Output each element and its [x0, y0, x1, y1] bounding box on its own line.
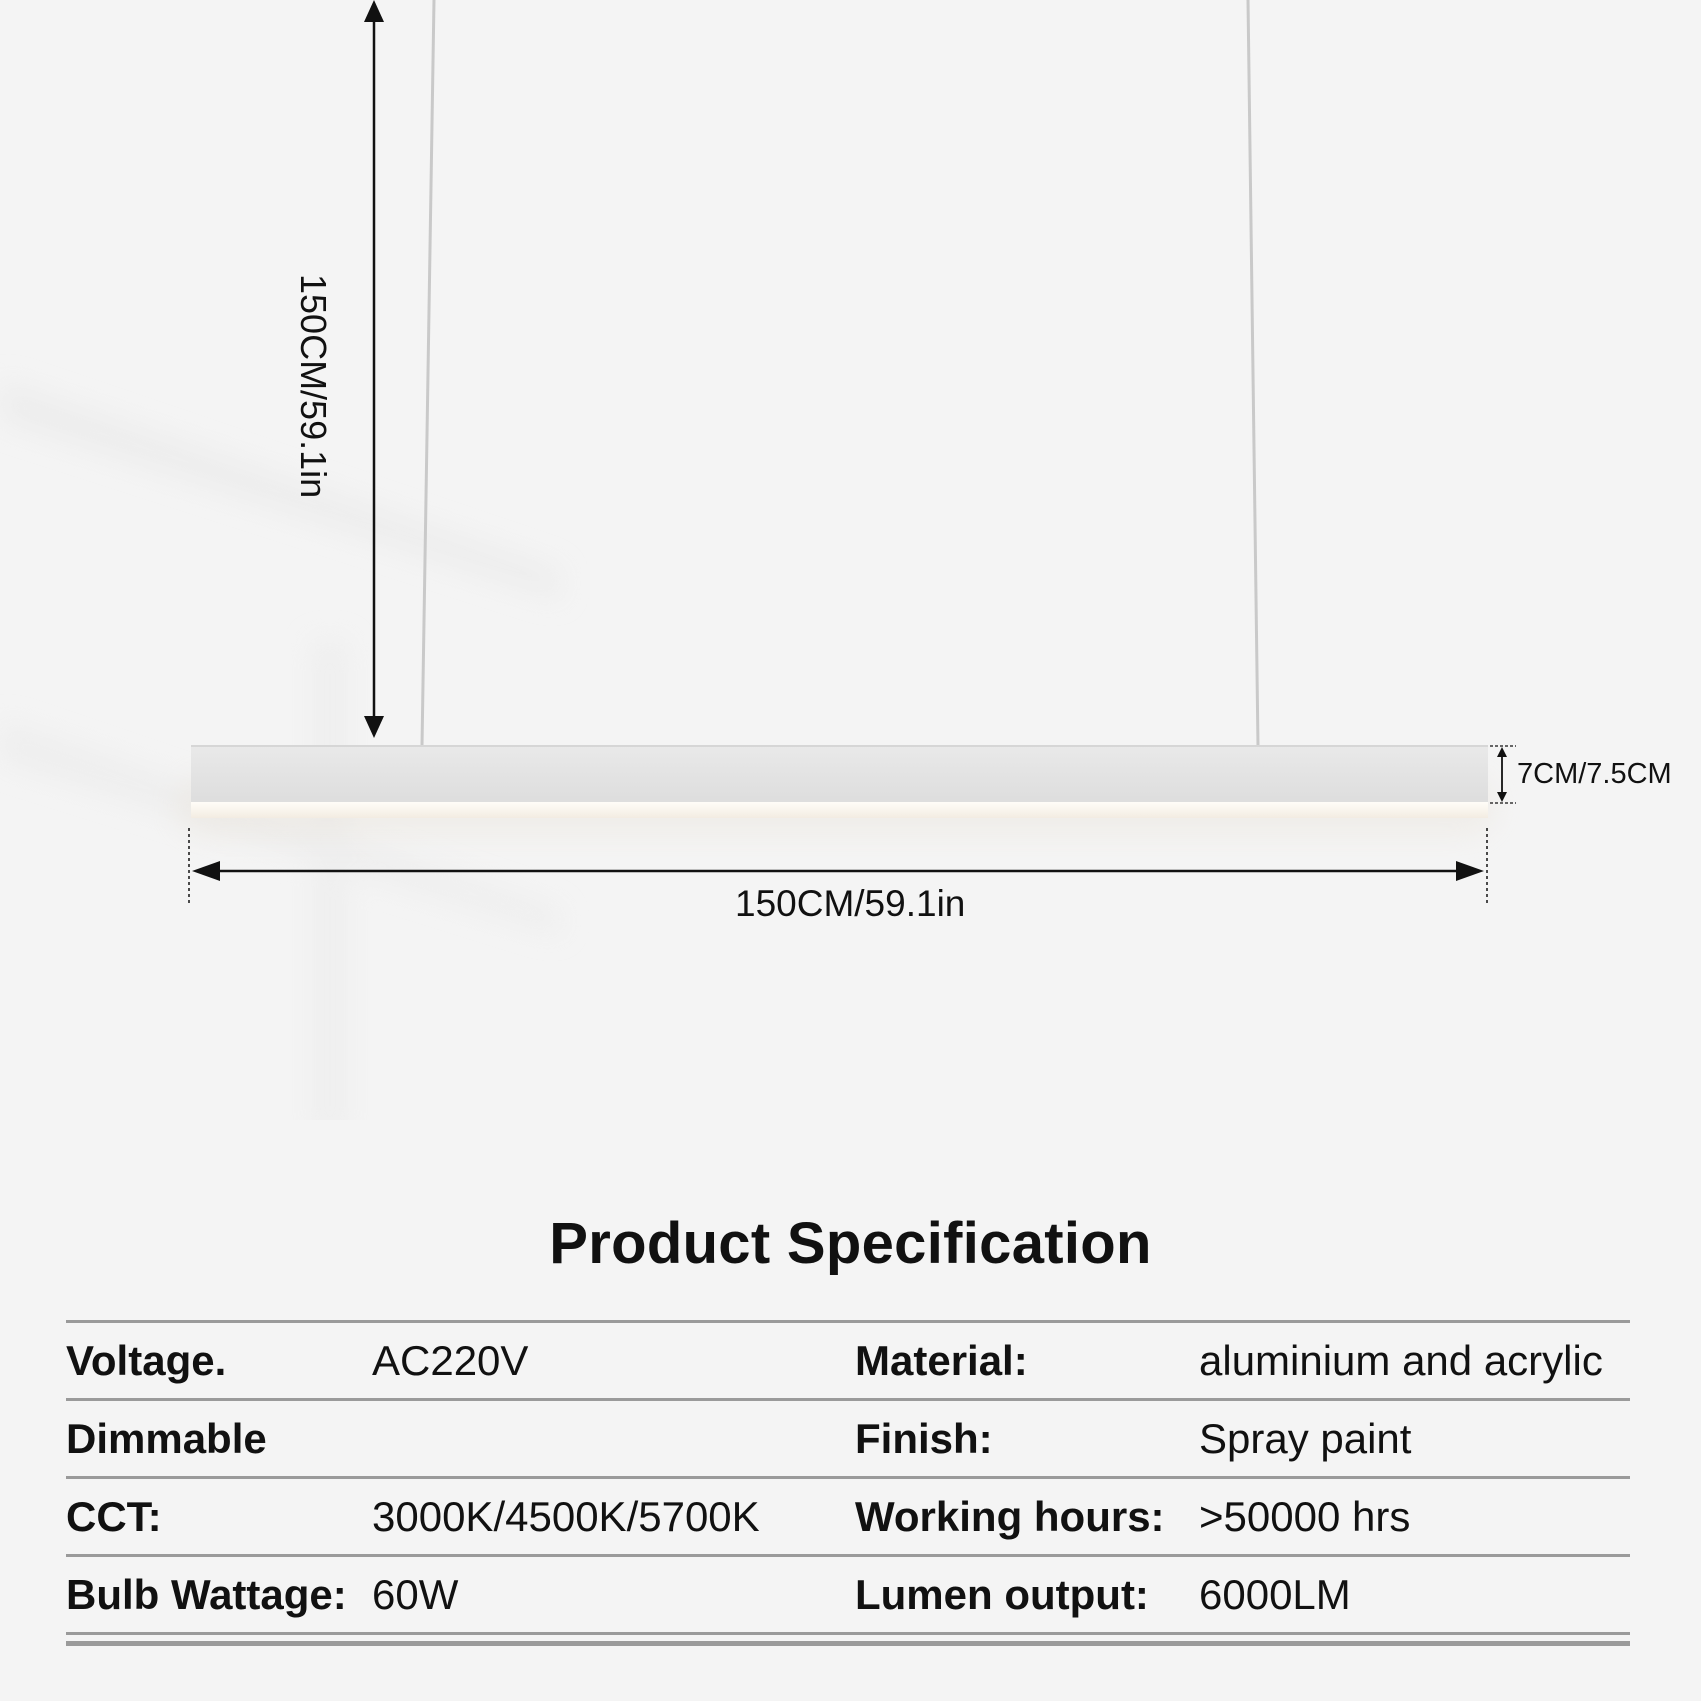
table-bottom-rule: [66, 1641, 1630, 1646]
spec-label: Working hours:: [855, 1493, 1165, 1540]
spec-value: Spray paint: [1199, 1415, 1412, 1462]
spec-label: Material:: [855, 1337, 1028, 1384]
spec-label: Voltage.: [66, 1337, 227, 1384]
spec-value: aluminium and acrylic: [1199, 1337, 1603, 1384]
spec-label: CCT:: [66, 1493, 162, 1540]
suspension-wire-left: [422, 0, 434, 746]
spec-value: 6000LM: [1199, 1571, 1351, 1618]
spec-table: [66, 1320, 1630, 1646]
table-row: [66, 1401, 1630, 1479]
spec-value: 60W: [372, 1571, 459, 1618]
length-label: 150CM/59.1in: [735, 883, 966, 924]
linear-pendant-lamp: [176, 746, 1496, 836]
height-label: 7CM/7.5CM: [1517, 758, 1672, 790]
height-arrow: [1490, 746, 1516, 803]
spec-label: Dimmable: [66, 1415, 267, 1462]
spec-label: Bulb Wattage:: [66, 1571, 347, 1618]
spec-value: AC220V: [372, 1337, 529, 1384]
spec-title: Product Specification: [549, 1211, 1152, 1276]
suspension-wire-right: [1248, 0, 1258, 746]
spec-label: Finish:: [855, 1415, 993, 1462]
drop-length-arrow: [364, 0, 384, 738]
drop-length-label: 150CM/59.1in: [293, 274, 334, 499]
spec-value: 3000K/4500K/5700K: [372, 1493, 760, 1540]
table-row: [66, 1557, 1630, 1635]
table-row: [66, 1323, 1630, 1401]
spec-label: Lumen output:: [855, 1571, 1149, 1618]
spec-value: >50000 hrs: [1199, 1493, 1411, 1540]
table-row: [66, 1479, 1630, 1557]
